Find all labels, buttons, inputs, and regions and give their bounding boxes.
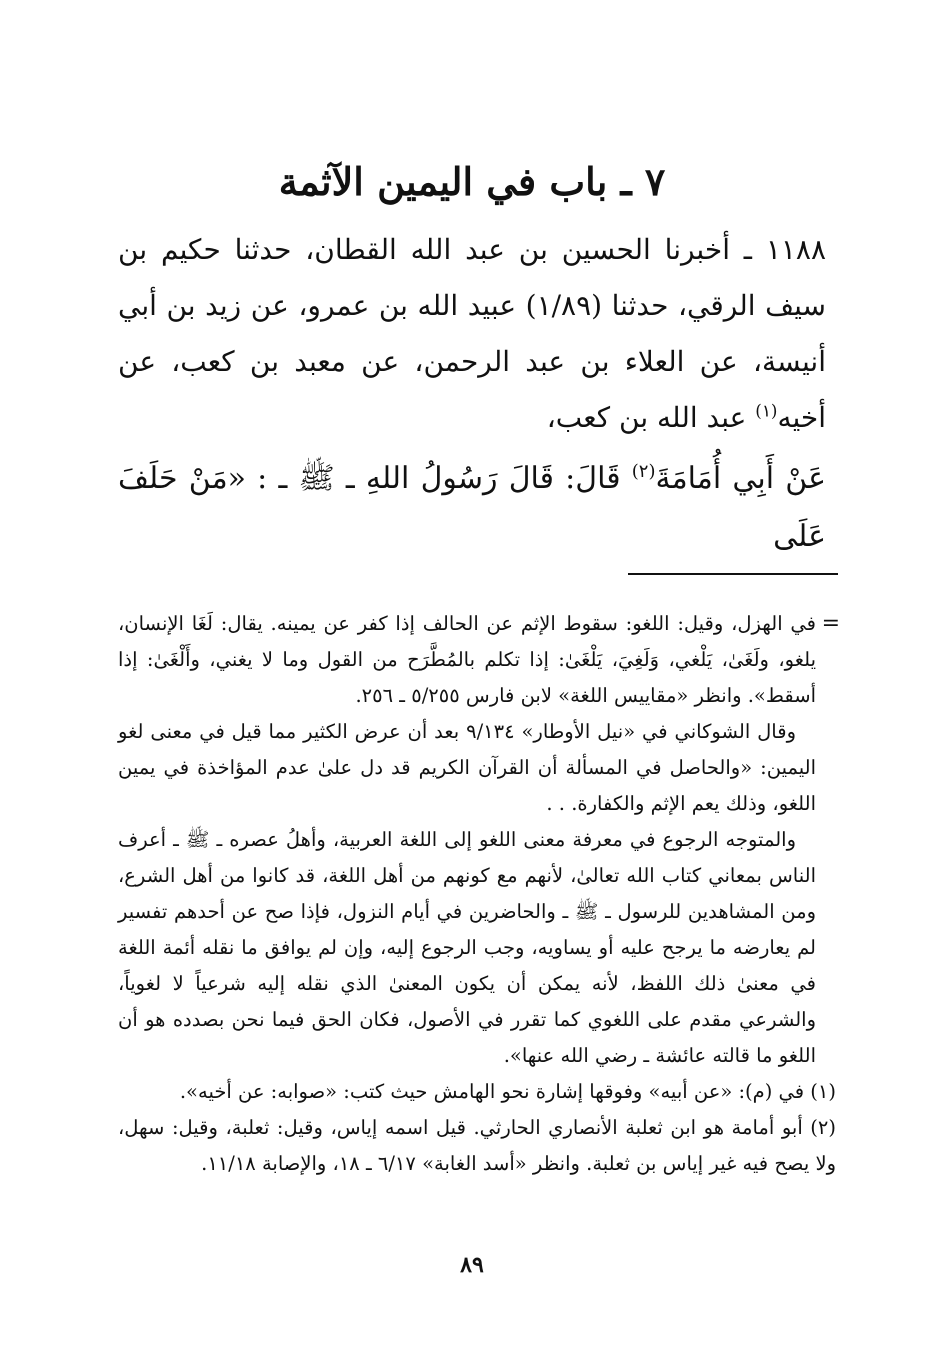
footnote-paragraph-shawkani: وقال الشوكاني في «نيل الأوطار» ٩/١٣٤ بعد أن عرض الكثير مما قيل في معنى لغو اليمين: «والحاصل في المسألة أن القرآن الكريم قد دل علىٰ عدم المؤاخذة في يمين اللغو، وذلك يعم الإثم والكفارة. . . [118, 720, 816, 815]
footnote-divider [628, 573, 838, 575]
hadith-main-text [118, 222, 826, 566]
isnad-text-end: عبد الله بن كعب، [546, 401, 756, 434]
isnad-text: ١١٨٨ ـ أخبرنا الحسين بن عبد الله القطان، حدثنا حكيم بن سيف الرقي، حدثنا (١/٨٩) عبيد الله بن عمرو، عن زيد بن أبي أنيسة، عن العلاء بن عبد الرحمن، عن معبد بن كعب، عن أخيه [118, 233, 826, 434]
footnote-2: (٢) أبو أمامة هو ابن ثعلبة الأنصاري الحارثي. قيل اسمه إياس، وقيل: ثعلبة، وقيل: سهل، ولا يصح فيه غير إياس بن ثعلبة. وانظر «أسد الغابة» ٦/١٧ ـ ١٨، والإصابة ١١/١٨. [118, 1116, 836, 1175]
footnote-continuation [118, 606, 840, 714]
footnote-1: (١) في (م): «عن أبيه» وفوقها إشارة نحو الهامش حيث كتب: «صوابه: عن أخيه». [179, 1080, 836, 1103]
footnote-continuation-text: في الهزل، وقيل: اللغو: سقوط الإثم عن الحالف إذا كفر عن يمينه. يقال: لَغَا الإنسان، يلغو، ولَغَىٰ، يَلْغي، وَلَغِيَ، يَلْغَىٰ: إذا تكلم بالمُطَّرَح من القول وما لا يغني، وأَلْغَىٰ: إذا أسقط». وانظر «مقاييس اللغة» لابن فارس ٥/٢٥٥ ـ ٢٥٦. [118, 612, 816, 707]
continuation-mark: = [821, 611, 840, 636]
hadith-matn [118, 450, 826, 566]
hadith-text: عَنْ أَبِي أُمَامَةَ [655, 461, 826, 496]
footnotes-section [118, 606, 840, 1182]
footnote-ref-2[interactable]: (٢) [631, 461, 656, 482]
footnote-paragraph-tawajjuh: والمتوجه الرجوع في معرفة معنى اللغو إلى اللغة العربية، وأهلُ عصره ـ ﷺ ـ أعرف الناس بمعاني كتاب الله تعالىٰ، لأنهم مع كونهم من أهل اللغة، قد كانوا من أهل الشرع، ومن المشاهدين للرسول ـ ﷺ ـ والحاضرين في أيام النزول، فإذا صح عن أحدهم تفسير لم يعارضه ما يرجح عليه أو يساويه، وجب الرجوع إليه، وإن لم يوافق ما نقله أئمة اللغة في معنىٰ ذلك اللفظ، لأنه يمكن أن يكون المعنىٰ الذي نقله إليه شرعياً لا لغوياً، والشرعي مقدم على اللغوي كما تقرر في الأصول، فكان الحق فيما نحن بصدده هو أن اللغو ما قالته عائشة ـ رضي الله عنها». [118, 828, 816, 1067]
footnote-ref-1[interactable]: (١) [755, 400, 778, 421]
page-number: ٨٩ [460, 1252, 484, 1278]
isnad-paragraph [118, 222, 826, 446]
hadith-text-end: قَالَ: قَالَ رَسُولُ اللهِ ـ ﷺ ـ : «مَنْ حَلَفَ عَلَى [118, 461, 826, 554]
chapter-title: ٧ ـ باب في اليمين الآثمة [278, 159, 666, 204]
